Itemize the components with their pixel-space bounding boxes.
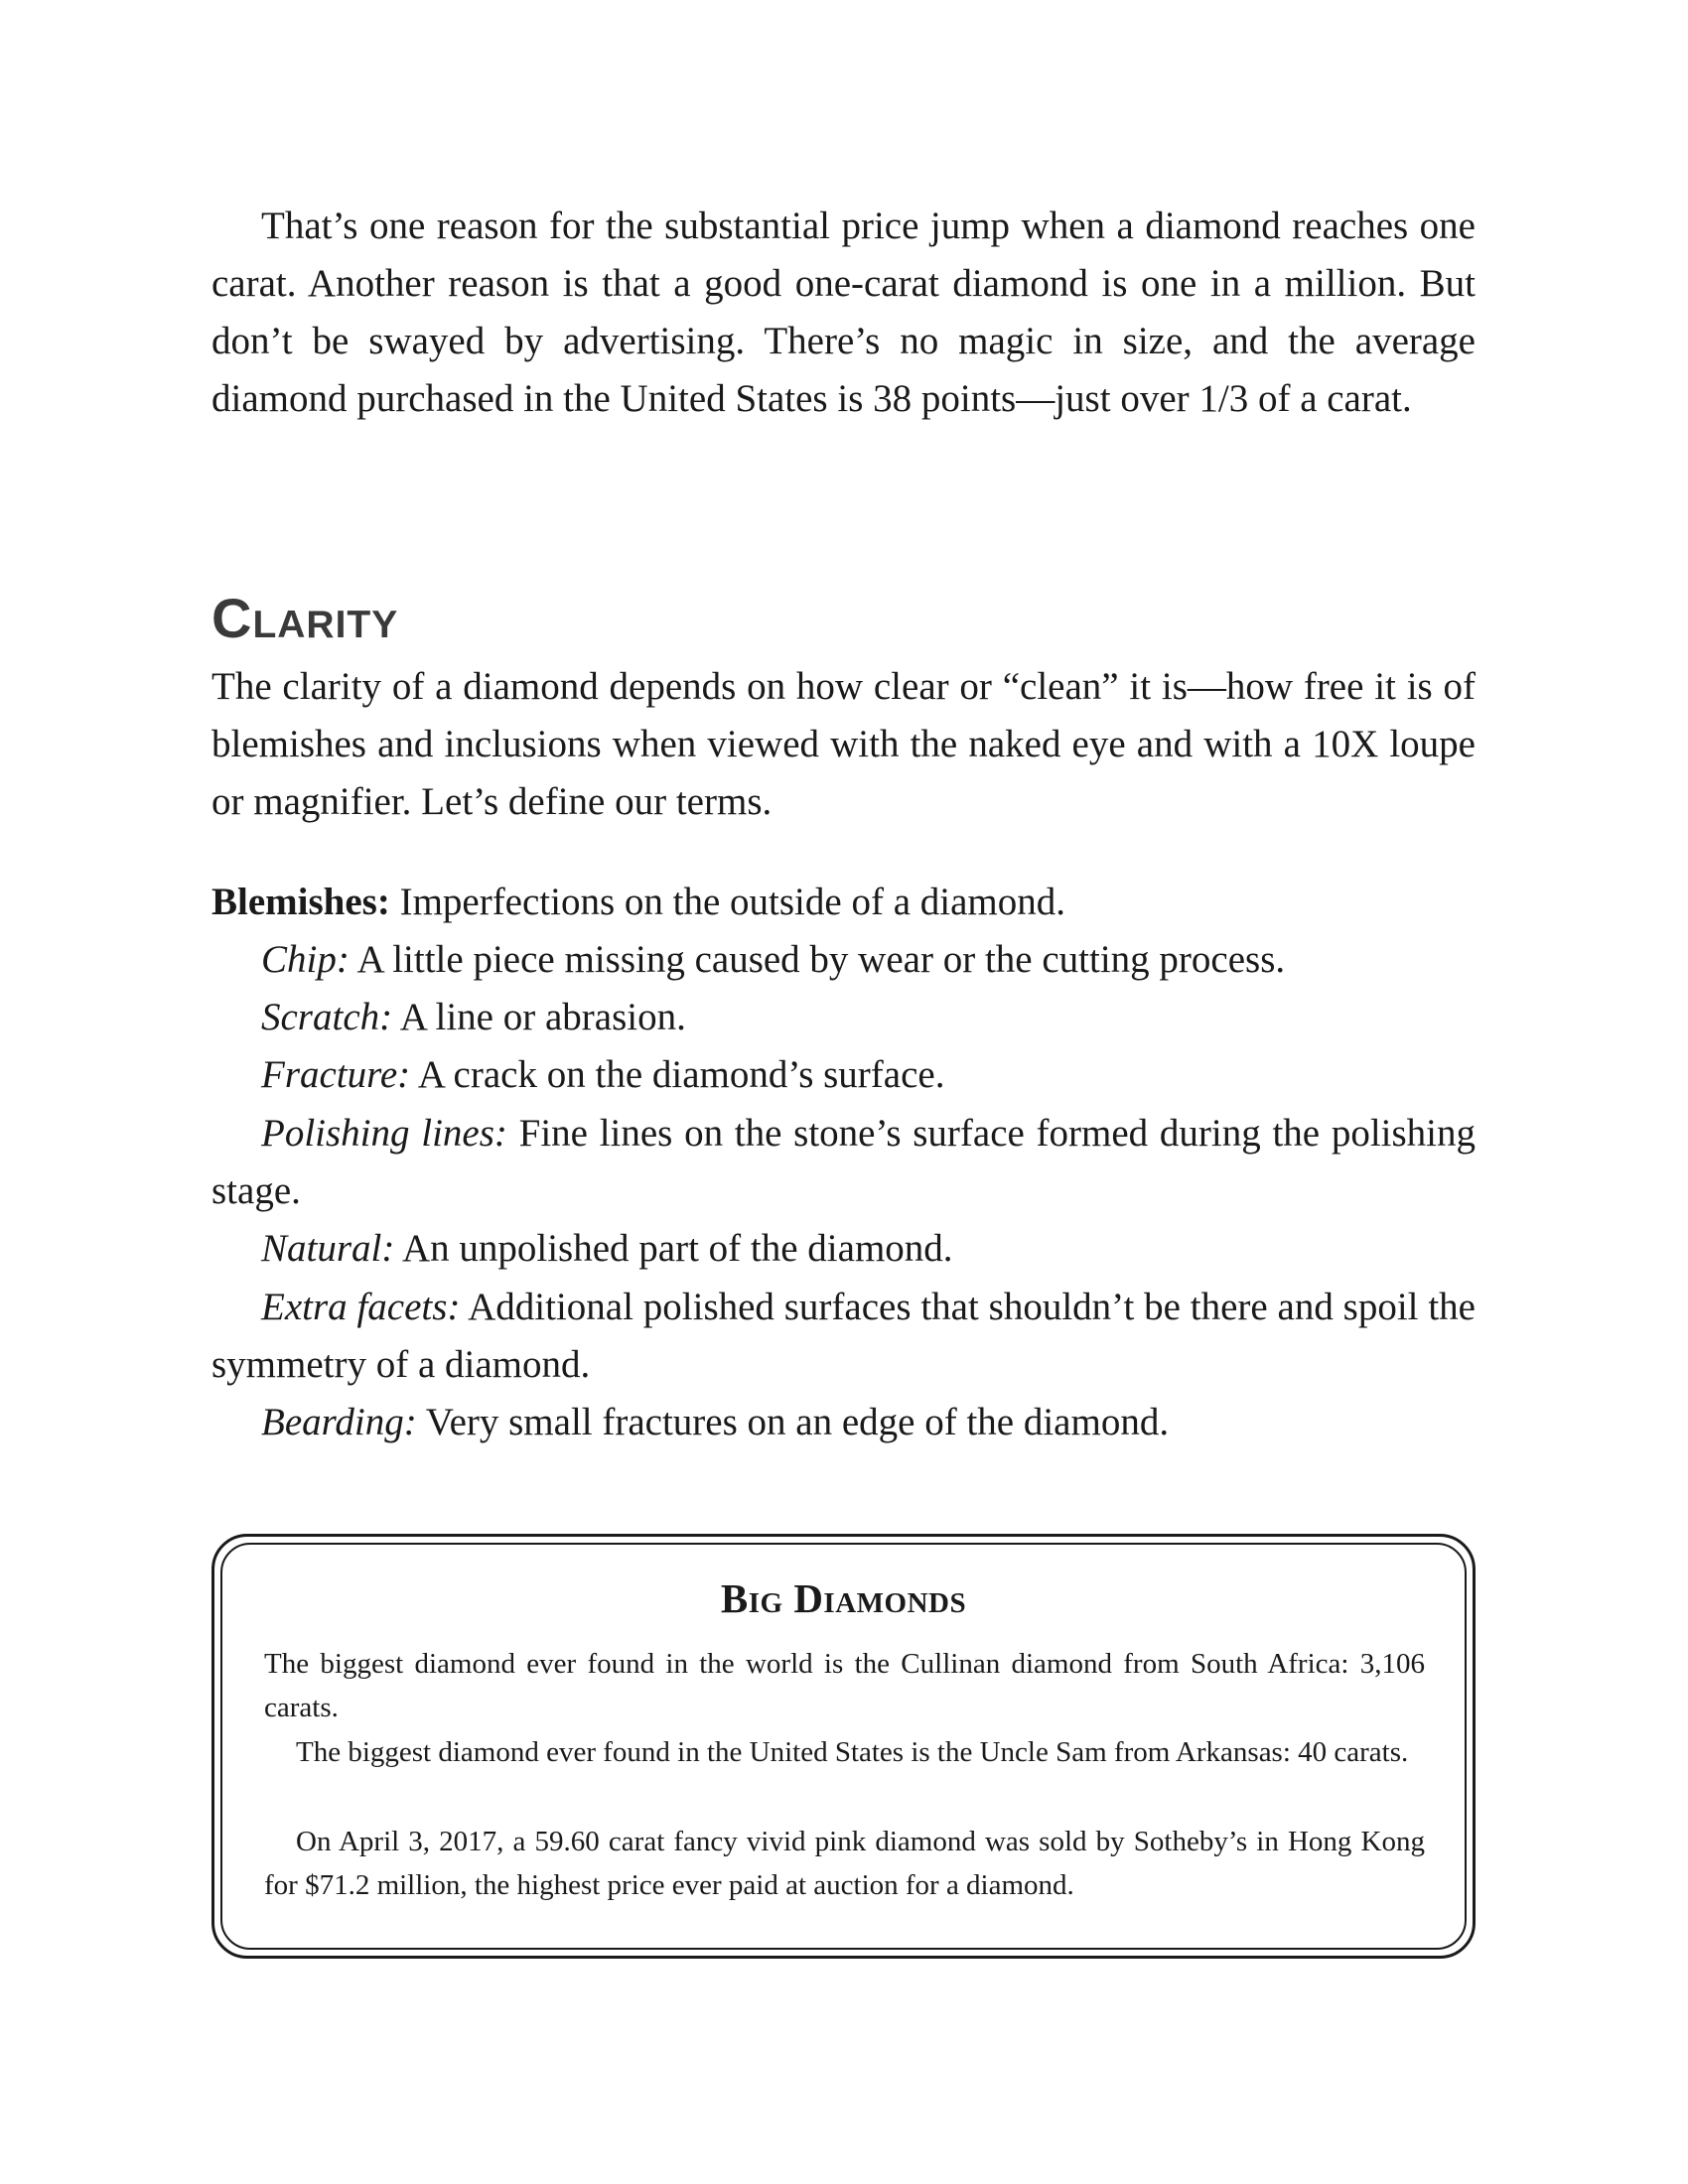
blemish-item-polishing-lines <box>211 1105 1476 1220</box>
blemish-item-bearding <box>211 1394 1476 1451</box>
intro-paragraph: That’s one reason for the substantial price jump when a diamond reaches one carat. Another reason is that a good one-carat diamond is one in a million. But don’t be swayed by advertising. There’s no magic in size, and the average diamond purchased in the United States is 38 points—just over 1/3 of a carat. <box>211 205 1476 420</box>
blemish-item-extra-facets <box>211 1279 1476 1394</box>
blemish-term: Scratch: <box>261 996 393 1038</box>
big-diamonds-sidebar <box>211 1534 1476 1959</box>
sidebar-paragraph: The biggest diamond ever found in the world is the Cullinan diamond from South Africa: 3,106 carats. <box>264 1648 1425 1723</box>
clarity-heading: Clarity <box>211 587 399 649</box>
blemish-item-natural <box>211 1220 1476 1278</box>
blemish-term: Fracture: <box>261 1053 411 1096</box>
blemishes-label: Blemishes: <box>211 881 390 923</box>
blemish-term: Natural: <box>261 1227 395 1270</box>
blemish-text: A crack on the diamond’s surface. <box>417 1053 945 1096</box>
sidebar-paragraph: The biggest diamond ever found in the United States is the Uncle Sam from Arkansas: 40 carats. <box>296 1736 1409 1768</box>
clarity-paragraph: The clarity of a diamond depends on how clear or “clean” it is—how free it is of blemishes and inclusions when viewed with the naked eye and with a 10X loupe or magnifier. Let’s define our terms. <box>211 665 1476 823</box>
blemish-text: An unpolished part of the diamond. <box>401 1227 953 1270</box>
blemishes-text: Imperfections on the outside of a diamond. <box>399 881 1065 923</box>
blemish-term: Chip: <box>261 938 350 981</box>
blemish-text: A little piece missing caused by wear or the cutting process. <box>356 938 1286 981</box>
blemish-item-scratch <box>211 989 1476 1046</box>
sidebar-paragraph: On April 3, 2017, a 59.60 carat fancy vivid pink diamond was sold by Sotheby’s in Hong Kong for $71.2 million, the highest price ever paid at auction for a diamond. <box>264 1826 1425 1901</box>
blemish-item-fracture <box>211 1046 1476 1104</box>
blemishes-definition <box>211 874 1476 931</box>
blemish-term: Polishing lines: <box>261 1112 507 1155</box>
blemish-term: Bearding: <box>261 1401 417 1443</box>
sidebar-title: Big Diamonds <box>720 1575 967 1621</box>
blemish-term: Extra facets: <box>261 1286 461 1328</box>
blemish-text: Fine lines on the stone’s surface formed during the polishing stage. <box>211 1112 1476 1212</box>
blemish-text: Additional polished surfaces that shouldn’t be there and spoil the symmetry of a diamond. <box>211 1286 1476 1386</box>
blemish-text: Very small fractures on an edge of the diamond. <box>425 1401 1170 1443</box>
blemish-text: A line or abrasion. <box>399 996 686 1038</box>
blemish-item-chip <box>211 931 1476 989</box>
